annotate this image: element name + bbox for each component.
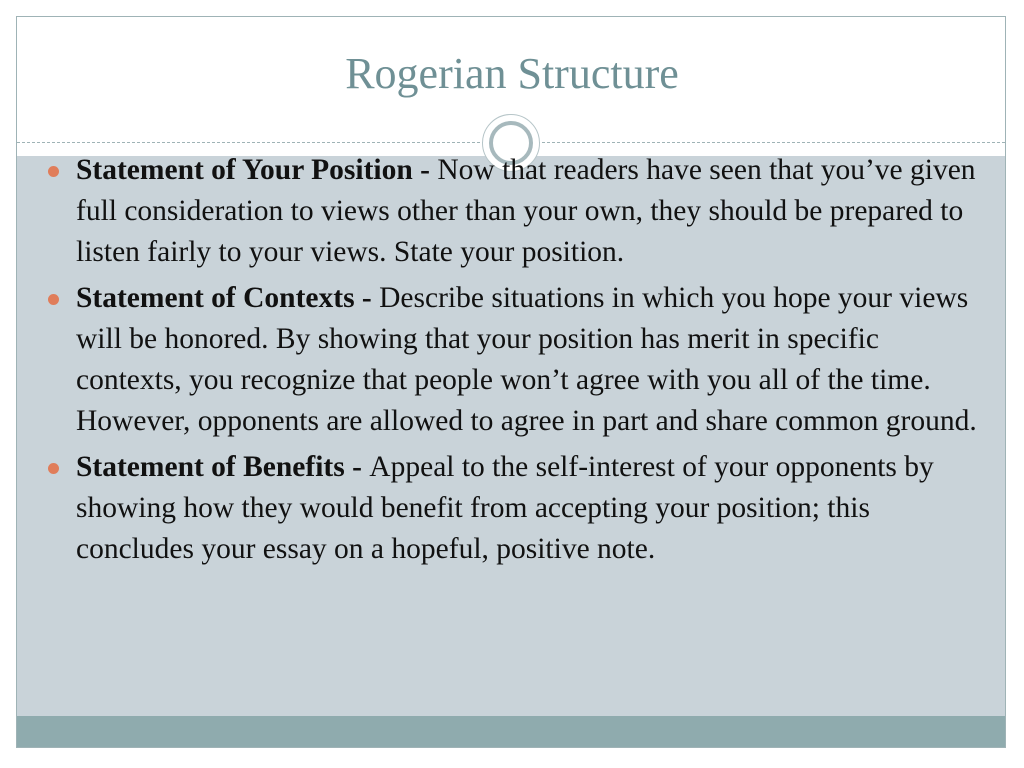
bullet-heading: Statement of Benefits -: [76, 451, 370, 483]
bullet-dot-icon: [48, 166, 59, 177]
bullet-text: Appeal to the self-interest of your opponents by showing how they would benefit from accepting your position; this concludes your essay on a hopeful, positive note.: [76, 451, 934, 565]
slide-title: Rogerian Structure: [345, 49, 679, 98]
bullet-item-benefits: [48, 447, 983, 570]
bullet-heading: Statement of Contexts -: [76, 282, 380, 314]
bullet-item-position: [48, 150, 983, 273]
bullet-dot-icon: [48, 294, 59, 305]
bullet-item-contexts: [48, 278, 983, 442]
bullet-dot-icon: [48, 463, 59, 474]
bullet-text: Now that readers have seen that you’ve given full consideration to views other than your own, they should be prepared to listen fairly to your views. State your position.: [76, 154, 976, 268]
bullet-heading: Statement of Your Position -: [76, 154, 438, 186]
bullet-text: Describe situations in which you hope your views will be honored. By showing that your position has merit in specific contexts, you recognize that people won’t agree with you all of the time. However, opponents are allowed to agree in part and share common ground.: [76, 282, 977, 437]
bullet-list: [48, 150, 983, 575]
